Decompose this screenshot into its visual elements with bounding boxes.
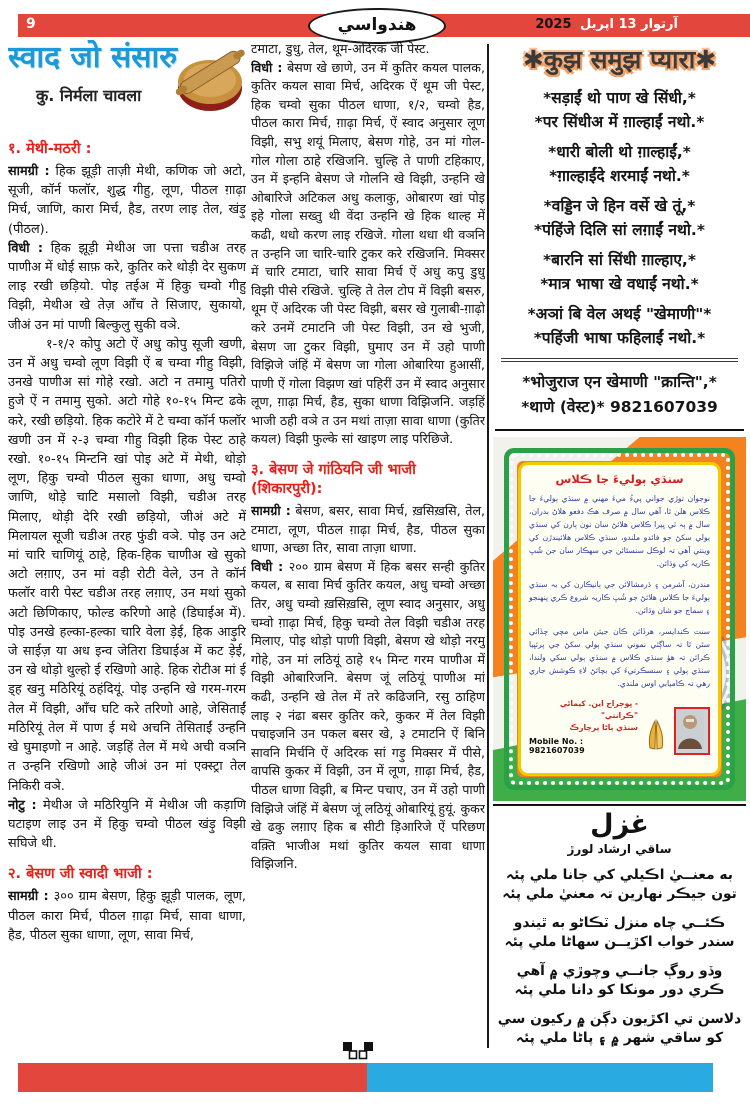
sayings-couplet bbox=[493, 194, 746, 242]
couplet-line-2: *पहिंजी भाषा फहिलाईं नथो.* bbox=[533, 329, 706, 347]
sayings-title: ✱कुझ समुझ प्यारा✱ bbox=[522, 45, 717, 74]
ghazal-couplet bbox=[493, 1010, 746, 1048]
ingredients-label: सामग्री : bbox=[8, 164, 50, 179]
ghazal-line-1: وڏو روڳ جانــي وچوڙي ۾ آهي bbox=[516, 963, 723, 979]
sayings-author: *भोजुराज एन खेमाणी "क्रान्ति",* bbox=[522, 373, 717, 391]
praying-hands-icon bbox=[643, 719, 669, 755]
rolling-pin-icon bbox=[174, 40, 246, 120]
flyer-image bbox=[493, 437, 746, 801]
sayings-couplet bbox=[493, 86, 746, 134]
ingredients-label: सामग्री : bbox=[251, 503, 291, 519]
recipe2-heading: २. बेसण जी स्वादी भाजी : bbox=[8, 866, 153, 883]
recipe3-heading: ३. बेसण जे गांठियनि जी भाजी (शिकारपुरी): bbox=[251, 462, 416, 498]
method-label: विधी : bbox=[251, 558, 284, 574]
method-label: विधी : bbox=[251, 59, 283, 75]
method-text: बेसण खे छाणे, उन में कुतिर कयल पालक, कुतिर कयल सावा मिर्च, अदिरक ऐं थूम जी पेस्ट, हिक चम्वो सुका पीठल धाणा, १/२, चम्वो हैड, पीठल कारा मिर्च, ग़ाढ़ा मिर्च, ऐं स्वाद अनुसार लूण विझी, सभु शयूं मिलाए, बेसण गोहे, उन मां गोल-गोल गोला ठाहे रखिजनि. चुल्हि ते पाणी टहिकाए, उन में इन्हनि बेसण जे गोलनि खे विझी, उन्हनि खे ओबारिजे अटिकल अधु कलाकु, ओबारण खां पोइ इहे गोला सख्तु थी वेंदा उन्हनि खे हिक थाल्ह में कढी, थधो करण लाइ रखिजे. गोला थधा थी वञनि त उन्हनि जा चारि-चारि टुकर करे रखिजनि. मिक्सर में चारि टमाटा, चारि सावा मिर्च ऐं अधु कपु डुधु विझी पीसे रखिजे. चुल्हि ते तेल टोप में विझी बसरु, थूम ऐं अदिरक जी पेस्ट विझी, बसर खे गुलाबी-ग़ाढ़ो करे उनमें टमाटनि जी पेस्ट विझी, उन खे भुजी, बेसण जा टुकर विझी, घुमाए उन में उहो पाणी विझिजे जंहिं में बेसण जा गोला ओबारिया हुआसीं, पाणी ऐं गोला विझण खां पहिरीं उन में स्वाद अनुसार लूण, ग़ाढ़ा मिर्च, हैड, सुका धाणा विझिजनि. जड़हिं भाजी ठही वञे त उन मथां ताज़ा सावा धाणा (कुतिर कयल) विझी फुल्के सां खाइण लाइ परिछिजे. bbox=[251, 59, 485, 447]
ingredients-text: हिक झूड़ी ताज़ी मेथी, कणिक जो अटो, सूजी, कॉर्न फलॉर, शुद्ध गीहु, लूण, पीठल ग़ाढ़ा मिर्च, जाणि, कारा मिर्च, हैड, तरण लाइ तेल, खंड़ु (पीठल). bbox=[8, 164, 246, 237]
column-divider bbox=[487, 44, 489, 1048]
recipe1-method-continued: १-१/२ कोपु अटो ऐं अधु कोपु सूजी खणी, उन में अधु चम्वो लूण विझी ऐं ब चम्वा गीहु विझी, उनखे पाणीअ सां गोहे रखो. अटो न तमामु पतिरो हुजे ऐं न तमामु सुको. अटो गोहे १०-१५ मिन्ट ढके करे, रखी छड़ियो. हिक कटोरे में टे चम्वा कॉर्न फलॉर खणी उन में २-३ चम्वा गीहु विझी हिक पेस्ट ठाहे रखो. १०-१५ मिन्टनि खां पोइ अटे में मेथी, थोड़ो लूण, हिकु चम्वो पीठल सुका धाणा, अधु चम्वो जाणि, थोड़े चाटि मसालो विझी, चडीअ तरह मिलाए, थोड़ी देरि रखी छड़ियो, जीअं अटे में मिलायल सूजी चडीअ तरह फुंडी वञे. पोइ उन अटे मां चारि चाणियूं ठाहे, हिक-हिक चाणीअ खे सुको अटो लग़ाए, उन मां वड़ी रोटी वेले, उन ते कॉर्न फलॉर वारी पेस्ट चडीअ तरह लग़ाए, उन मथां सुको अटो छिणिकाए, फोल्ड करिणो आहे (डिघाईअ में). पोइ उनखे हल्का-हल्का चारि वेला ड़ेई, हिक आड़ुरि जे साईज़ या अध इन्व जेतिरा डिघाईअ में कट ड़ेई, उन खे थोड़ो थुल्हो ई रखिणो आहे. हिक रोटीअ मां ई ड्ह खनु मठिरियूं ठहंदियूं. पोइ उन्हनि खे गरम-गरम तेल में विझी, आँच घटि करे तरिणो आहे, जेसिताईं मठिरियूं तेल में पाण ई मथे अचनि तेसिताईं उन्हनि खे घुमाइणो न आहे. जड़हिं तेल में मथे अची वञनि त उन्हनि रखिणो आहे जीअं उन मां एक्स्ट्रा तेल निकिरी वञे. bbox=[8, 336, 246, 794]
ghazal-line-2: کو ساقي شهر ۾ ۽ پاڻا ملي پئہ bbox=[515, 1030, 724, 1046]
ghazal-line-1: به معنــيٰ اڪيلي کي جانا ملي پئہ bbox=[506, 867, 733, 883]
recipe1-ingredients bbox=[8, 162, 246, 239]
footer-bar-blue bbox=[367, 1063, 713, 1092]
ingredients-label: सामग्री : bbox=[8, 889, 49, 905]
recipe1-note bbox=[8, 796, 246, 854]
couplet-line-1: *बारनि सां सिंधी ग़ाल्हाए,* bbox=[543, 251, 696, 269]
ghazal-couplet bbox=[493, 962, 746, 1000]
column-recipes-middle bbox=[251, 40, 485, 1048]
sayings-couplet-list bbox=[493, 86, 746, 350]
flyer-paragraph-1: نوجوان توڙي جواني پيءُ ميءَ مهني ۾ سنڌي ٻوليءَ جا ڪلاس هلن ٿا، آهي سال ۾ صرف هڪ دفعو هلاڻ بدران، سال ۾ ٻہ ٽي ڀيرا ڪلاس هلائڻ سان نون ٻارن کي سنڌي ٻولي سکڻ جو فائدو ملندو، سنڌي ڪلاس هلائيندڙن کي وينتي آهي تہ لوڪل سنسٿائن جي سهڪار سان جن شُڀ ڪاريہ کي وڌائن. bbox=[529, 494, 710, 568]
couplet-line-1: *धारी बोली थो ग़ाल्हाईं,* bbox=[548, 143, 691, 161]
method-text: हिक झूड़ी मेथीअ जा पत्ता चडीअ तरह पाणीअ में धोई साफ़ करे, कुतिर करे थोड़ी देर सुकण लाइ रखी छड़ियो. पोइ तईअ में हिकु चम्वो गीहु विझी, मेथीअ खे तेज़ आँच ते सिजाए, सुकायो, जीअं उन मां पाणी बिल्कुलु सुकी वञे. bbox=[8, 240, 246, 333]
ghazal-couplet bbox=[493, 866, 746, 904]
couplet-line-1: *सड़ाईं थो पाण खे सिंधी,* bbox=[543, 89, 696, 107]
sayings-couplet bbox=[493, 140, 746, 188]
flag-ribbon-frame bbox=[504, 448, 735, 790]
recipe1-heading: १. मेथी-मठरी : bbox=[8, 141, 92, 157]
ghazal-line-2: سندر خواب اکڙيــن سهاڻا ملي پئہ bbox=[504, 934, 735, 950]
masthead bbox=[8, 40, 246, 128]
sayings-couplet bbox=[493, 248, 746, 296]
footer-bar-red bbox=[18, 1063, 367, 1092]
flyer-signature-name: - ڀوڄراج اين. کيمائي "ڪرانتي" bbox=[559, 699, 638, 720]
year-text: 2025 bbox=[535, 17, 572, 32]
double-rule bbox=[501, 358, 739, 362]
flyer-paragraph-2: مندرن، آشرمن ۽ ڌرمشالائن جي ٻانيڪارن کي بہ سنڌي ٻوليءَ جا ڪلاس هلائڻ جو شُڀ ڪاريہ شروع ڪري پنهنجو ۽ سماج جو شان وڌائن. bbox=[529, 580, 710, 615]
flyer-signature-block bbox=[529, 698, 638, 755]
flyer-paragraph-3: سنت ڪندايسر، هرڏائن ڪان جيئن ماس مچي چڏائي سٿن ٿا تہ ساڳئي نموني سنڌي ٻولي سکڻ جي پرئڀيا ڪرائن تہ هؤ سنڌي ڪلاس ۾ سنڌي ٻولي سکي ولندا، سنڌي ٻولي ۽ سنسڪرتيءَ کي بچائڻ لاءِ ڪوشش جاري رهي تہ ڪاميابي اوس ملندي. bbox=[529, 627, 710, 688]
sayings-couplet bbox=[493, 302, 746, 350]
couplet-line-2: *ग़ाल्हाईंदे शरमाईं नथो.* bbox=[549, 167, 690, 185]
ghazal-line-1: دلاسن تي اکڙيون دڳن ۾ رکيون سي bbox=[497, 1011, 742, 1027]
recipe2-method bbox=[251, 59, 485, 449]
couplet-line-2: *पंहिंजे दिलि सां लग़ाईं नथो.* bbox=[534, 221, 705, 239]
end-ornament-icon bbox=[343, 1042, 373, 1064]
note-text: मेथीअ जे मठिरियुनि में मेथीअ जी कड़ाणि घटाइण लाइ उन में हिकु चम्वो पीठल खंड़ु विझी सघिजे थी. bbox=[8, 797, 246, 852]
note-label: नोटु : bbox=[8, 797, 37, 813]
section-author: कु. निर्मला चावला bbox=[36, 86, 142, 105]
flyer-inner-card bbox=[518, 462, 721, 776]
ghazal-title: غزل bbox=[590, 809, 649, 840]
column-recipes-left bbox=[8, 40, 246, 1058]
recipe2-ingredients-continued: टमाटा, डुधु, तेल, थूम-अदिरक जी पेस्ट. bbox=[251, 41, 430, 56]
horizontal-rule bbox=[495, 429, 744, 431]
ingredients-text: ३०० ग्राम बेसण, हिकु झूड़ी पालक, लूण, पीठल कारा मिर्च, पीठल ग़ाढ़ा मिर्च, सावा धाणा, हैड, पीठल सुका धाणा, लूण, सावा मिर्च, bbox=[8, 889, 246, 943]
ingredients-text: बेसण, बसर, सावा मिर्च, ख़सिख़सि, तेल, टमाटा, लूण, पीठल ग़ाढ़ा मिर्च, हैड, पीठल सुका धाणा, अच्छा तिर, सावा ताज़ा धाणा. bbox=[251, 503, 485, 556]
ghazal-poet: ساقي ارشاد لورڙ bbox=[567, 842, 672, 856]
recipe2-ingredients bbox=[8, 887, 246, 945]
date-text: آرتوار 13 اپريل bbox=[580, 17, 678, 32]
column-right bbox=[493, 40, 746, 1060]
ghazal-line-1: ڪئــي چاه منزل ٽڪاڻو به ٿيندو bbox=[513, 915, 726, 931]
page-number: 9 bbox=[26, 16, 36, 32]
recipe1-method bbox=[8, 239, 246, 335]
flyer-footer bbox=[529, 698, 710, 755]
ghazal-couplet bbox=[493, 914, 746, 952]
sayings-author-contact: *थाणे (वेस्ट)* 9821607039 bbox=[521, 398, 718, 416]
section-title: स्वाद जो संसारु bbox=[8, 40, 178, 75]
ghazal-line-2: تون جيڪر نهارين تہ معنيٰ ملي پئہ bbox=[502, 886, 737, 902]
method-text: २०० ग्राम बेसण में हिक बसर सन्ही कुतिर कयल, ब सावा मिर्च कुतिर कयल, अधु चम्वो अच्छा तिर, अधु चम्वो ख़सिख़सि, लूण स्वाद अनुसार, अधु चम्वो ग़ाढ़ा मिर्च, हिकु चम्वो तेल विझी चडीअ तरह मिलाए, पोइ थोड़ो पाणी विझी, बेसण खे थोड़ो नरमु गोहे, उन मां लठियूं ठाहे १५ मिन्ट गरम पाणीअ में विझी ओबारिजनि. बेसण जूं लठियूं पाणीअ मां कढी, उन्हनि खे तेल में तरे कढिजनि, रसु ठाहिण लाइ २ नंढा बसर कुतिर करे, कुकर में तेल विझी पचाइजनि उन पकल बसर खे, ३ टमाटनि ऐं बिनि सावनि मिर्चनि ऐं अदिरक सां गड़ु मिक्सर में पीसे, वापसि कुकर में विझी, उन में लूण, ग़ाढ़ा मिर्च, हैड, पीठल धाणा विझी, ब मिन्ट पचाए, उन में उहो पाणी विझिजे जंहिं में बेसण जूं लठियूं ओबारियूं हुयूं. कुकर खे ढकु लग़ाए हिक ब सीटी ड़िआरिजे ऐं परिछण वक़्ति भाजीअ मथां कुतिर कयल सावा धाणा विझिजनि. bbox=[251, 558, 485, 872]
couplet-line-1: *अञां बि वेल अथई "खेमाणी"* bbox=[527, 305, 712, 323]
ghazal-couplet-list bbox=[493, 866, 746, 1048]
logo-text: هندواسي bbox=[337, 15, 417, 35]
couplet-line-2: *मात्र भाषा खे वधाईं नथो.* bbox=[540, 275, 699, 293]
newspaper-logo bbox=[308, 8, 446, 44]
flyer-signature-role: سنڌي ٻاڻا پرچارڪ bbox=[569, 723, 638, 732]
portrait-photo bbox=[674, 707, 710, 755]
flyer-title: سنڌي ٻوليءَ جا ڪلاس bbox=[555, 472, 684, 486]
couplet-line-1: *वड्डिन जे हिन वर्से खे तूं,* bbox=[543, 197, 696, 215]
method-label: विधी : bbox=[8, 240, 43, 256]
flyer-mobile-number: Mobile No. : 9821607039 bbox=[529, 737, 585, 755]
ghazal-line-2: ڪري دور مونکا کو دانا ملي پئہ bbox=[514, 982, 725, 998]
recipe3-method bbox=[251, 558, 485, 874]
couplet-line-2: *पर सिंधीअ में ग़ाल्हाईं नथो.* bbox=[534, 113, 705, 131]
date-line bbox=[535, 17, 678, 32]
horizontal-rule-thick bbox=[493, 804, 746, 806]
recipe3-ingredients bbox=[251, 502, 485, 558]
